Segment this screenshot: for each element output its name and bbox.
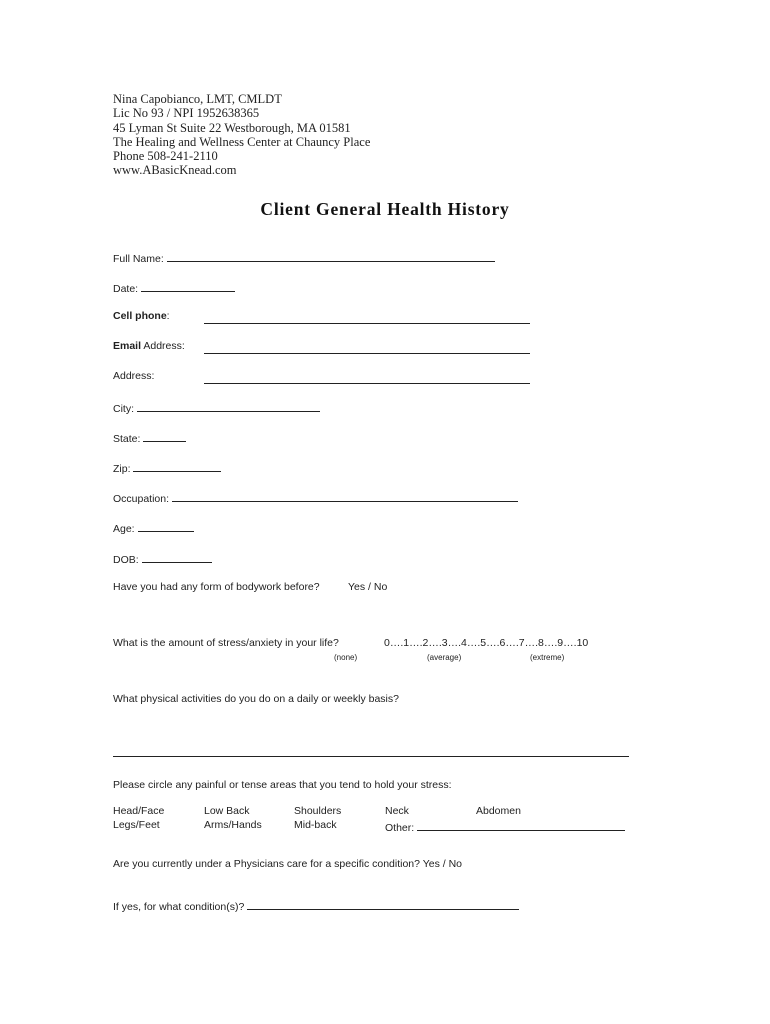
age-row [113, 520, 194, 535]
cell-phone-field-wrap [204, 311, 530, 329]
area-low-back[interactable]: Low Back [204, 805, 250, 817]
area-abdomen[interactable]: Abdomen [476, 805, 521, 817]
email-label-rest: Address: [141, 340, 185, 352]
date-label: Date: [113, 283, 139, 295]
dob-field[interactable] [142, 551, 212, 563]
city-field[interactable] [137, 400, 320, 412]
phone: Phone 508-241-2110 [113, 149, 218, 164]
physician-question[interactable]: Are you currently under a Physicians care for a specific condition? Yes / No [113, 858, 463, 870]
area-shoulders[interactable]: Shoulders [294, 805, 342, 817]
email-label [113, 340, 185, 352]
occupation-field[interactable] [172, 490, 518, 502]
area-other-label: Other: [385, 822, 415, 834]
scale-average-label: (average) [427, 653, 462, 662]
state-field[interactable] [143, 430, 186, 442]
date-field[interactable] [141, 280, 235, 292]
age-field[interactable] [138, 520, 194, 532]
state-row [113, 430, 186, 445]
dob-label: DOB: [113, 554, 139, 566]
stress-question: What is the amount of stress/anxiety in your life? [113, 637, 339, 649]
occupation-row [113, 490, 518, 505]
city-row [113, 400, 320, 415]
zip-label: Zip: [113, 463, 131, 475]
cell-phone-field[interactable] [204, 312, 530, 324]
occupation-label: Occupation: [113, 493, 170, 505]
cell-phone-label-bold: Cell phone [113, 310, 167, 322]
activities-answer-line[interactable] [113, 756, 629, 757]
address-field[interactable] [204, 372, 530, 384]
practitioner-name: Nina Capobianco, LMT, CMLDT [113, 92, 282, 106]
area-head-face[interactable]: Head/Face [113, 805, 165, 817]
date-row [113, 280, 235, 295]
email-label-bold: Email [113, 340, 142, 352]
dob-row [113, 551, 212, 566]
area-other-row [385, 819, 625, 834]
bodywork-yes-no[interactable]: Yes / No [348, 581, 388, 593]
zip-row [113, 460, 221, 475]
address-label: Address: [113, 370, 155, 382]
website: www.ABasicKnead.com [113, 163, 237, 178]
activities-question: What physical activities do you do on a daily or weekly basis? [113, 693, 399, 705]
area-other-field[interactable] [417, 819, 625, 831]
cell-phone-label-colon: : [166, 310, 170, 322]
stress-scale[interactable]: 0….1….2….3….4….5….6….7….8….9….10 [384, 637, 589, 649]
zip-field[interactable] [133, 460, 221, 472]
full-name-row [113, 250, 495, 265]
city-label: City: [113, 403, 134, 415]
full-name-field[interactable] [167, 250, 495, 262]
center-name: The Healing and Wellness Center at Chauncy Place [113, 134, 371, 149]
area-legs-feet[interactable]: Legs/Feet [113, 819, 160, 831]
cell-phone-label [113, 310, 170, 322]
scale-extreme-label: (extreme) [530, 653, 565, 662]
address-field-wrap [204, 371, 530, 389]
street-address: 45 Lyman St Suite 22 Westborough, MA 01581 [113, 120, 351, 135]
full-name-label: Full Name: [113, 253, 164, 265]
form-title: Client General Health History [260, 199, 510, 219]
license-npi: Lic No 93 / NPI 1952638365 [113, 106, 260, 121]
age-label: Age: [113, 523, 135, 535]
condition-field[interactable] [247, 898, 519, 910]
practitioner-header [113, 92, 370, 178]
area-mid-back[interactable]: Mid-back [294, 819, 337, 831]
bodywork-question: Have you had any form of bodywork before? [113, 581, 320, 593]
condition-label: If yes, for what condition(s)? [113, 901, 245, 913]
condition-row [113, 898, 519, 913]
email-field[interactable] [204, 342, 530, 354]
area-arms-hands[interactable]: Arms/Hands [204, 819, 262, 831]
area-neck[interactable]: Neck [385, 805, 409, 817]
scale-none-label: (none) [334, 653, 358, 662]
tension-question: Please circle any painful or tense areas that you tend to hold your stress: [113, 779, 452, 791]
state-label: State: [113, 433, 141, 445]
email-field-wrap [204, 341, 530, 359]
